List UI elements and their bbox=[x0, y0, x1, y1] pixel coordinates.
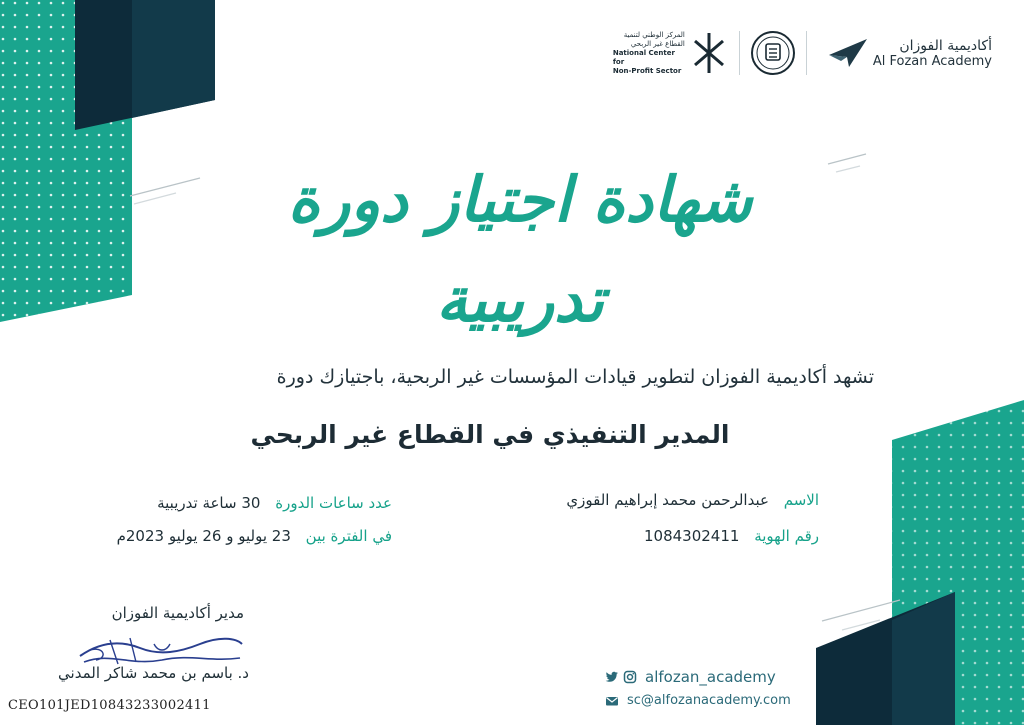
id-label: رقم الهوية bbox=[754, 527, 819, 545]
mail-icon bbox=[605, 694, 619, 708]
certificate-serial: CEO101JED10843233002411 bbox=[8, 698, 211, 713]
intro-statement: تشهد أكاديمية الفوزان لتطوير قيادات المؤسسات غير الربحية، باجتيازك دورة bbox=[276, 366, 874, 388]
name-field bbox=[566, 491, 819, 509]
id-field bbox=[644, 527, 819, 545]
hours-field bbox=[157, 494, 392, 512]
social-handle[interactable]: alfozan_academy bbox=[645, 668, 776, 686]
academy-logo bbox=[827, 35, 992, 71]
ncnp-en-line1: National Center for bbox=[612, 48, 675, 66]
ncnp-ar-line1: المركز الوطني لتنمية bbox=[623, 30, 685, 39]
ncnp-ar-line2: القطاع غير الربحي bbox=[630, 39, 685, 48]
signatory-name: د. باسم بن محمد شاكر المدني bbox=[58, 664, 249, 682]
ncnp-mark-icon bbox=[689, 31, 729, 75]
social-contact bbox=[605, 668, 776, 686]
email-contact bbox=[605, 693, 791, 708]
hours-label: عدد ساعات الدورة bbox=[275, 494, 392, 512]
instagram-icon bbox=[623, 670, 637, 684]
ncnp-logo bbox=[613, 31, 729, 76]
period-value: 23 يوليو و 26 يوليو 2023م bbox=[116, 527, 291, 545]
ncnp-en-line2: Non-Profit Sector bbox=[612, 66, 682, 75]
name-value: عبدالرحمن محمد إبراهيم القوزي bbox=[566, 491, 769, 509]
emblem-seal-icon bbox=[750, 30, 796, 76]
academy-name-en: Al Fozan Academy bbox=[872, 53, 992, 69]
name-label: الاسم bbox=[783, 491, 819, 509]
title-area bbox=[220, 150, 840, 336]
certificate-title: شهادة اجتياز دورة تدريبية bbox=[287, 163, 753, 336]
logo-separator-2 bbox=[806, 31, 807, 75]
id-value: 1084302411 bbox=[643, 527, 740, 545]
twitter-icon bbox=[605, 670, 619, 684]
course-name: المدير التنفيذي في القطاع غير الربحي bbox=[250, 420, 730, 449]
period-label: في الفترة بين bbox=[305, 527, 392, 545]
period-field bbox=[117, 527, 392, 545]
signatory-title: مدير أكاديمية الفوزان bbox=[111, 604, 244, 622]
hours-value: 30 ساعة تدريبية bbox=[157, 494, 261, 512]
email-address[interactable]: sc@alfozanacademy.com bbox=[627, 693, 791, 708]
ncnp-logo-text bbox=[613, 31, 685, 76]
academy-name-ar: أكاديمية الفوزان bbox=[899, 37, 992, 54]
academy-mark-icon bbox=[827, 35, 869, 71]
logo-strip bbox=[613, 18, 992, 88]
logo-separator bbox=[739, 31, 740, 75]
